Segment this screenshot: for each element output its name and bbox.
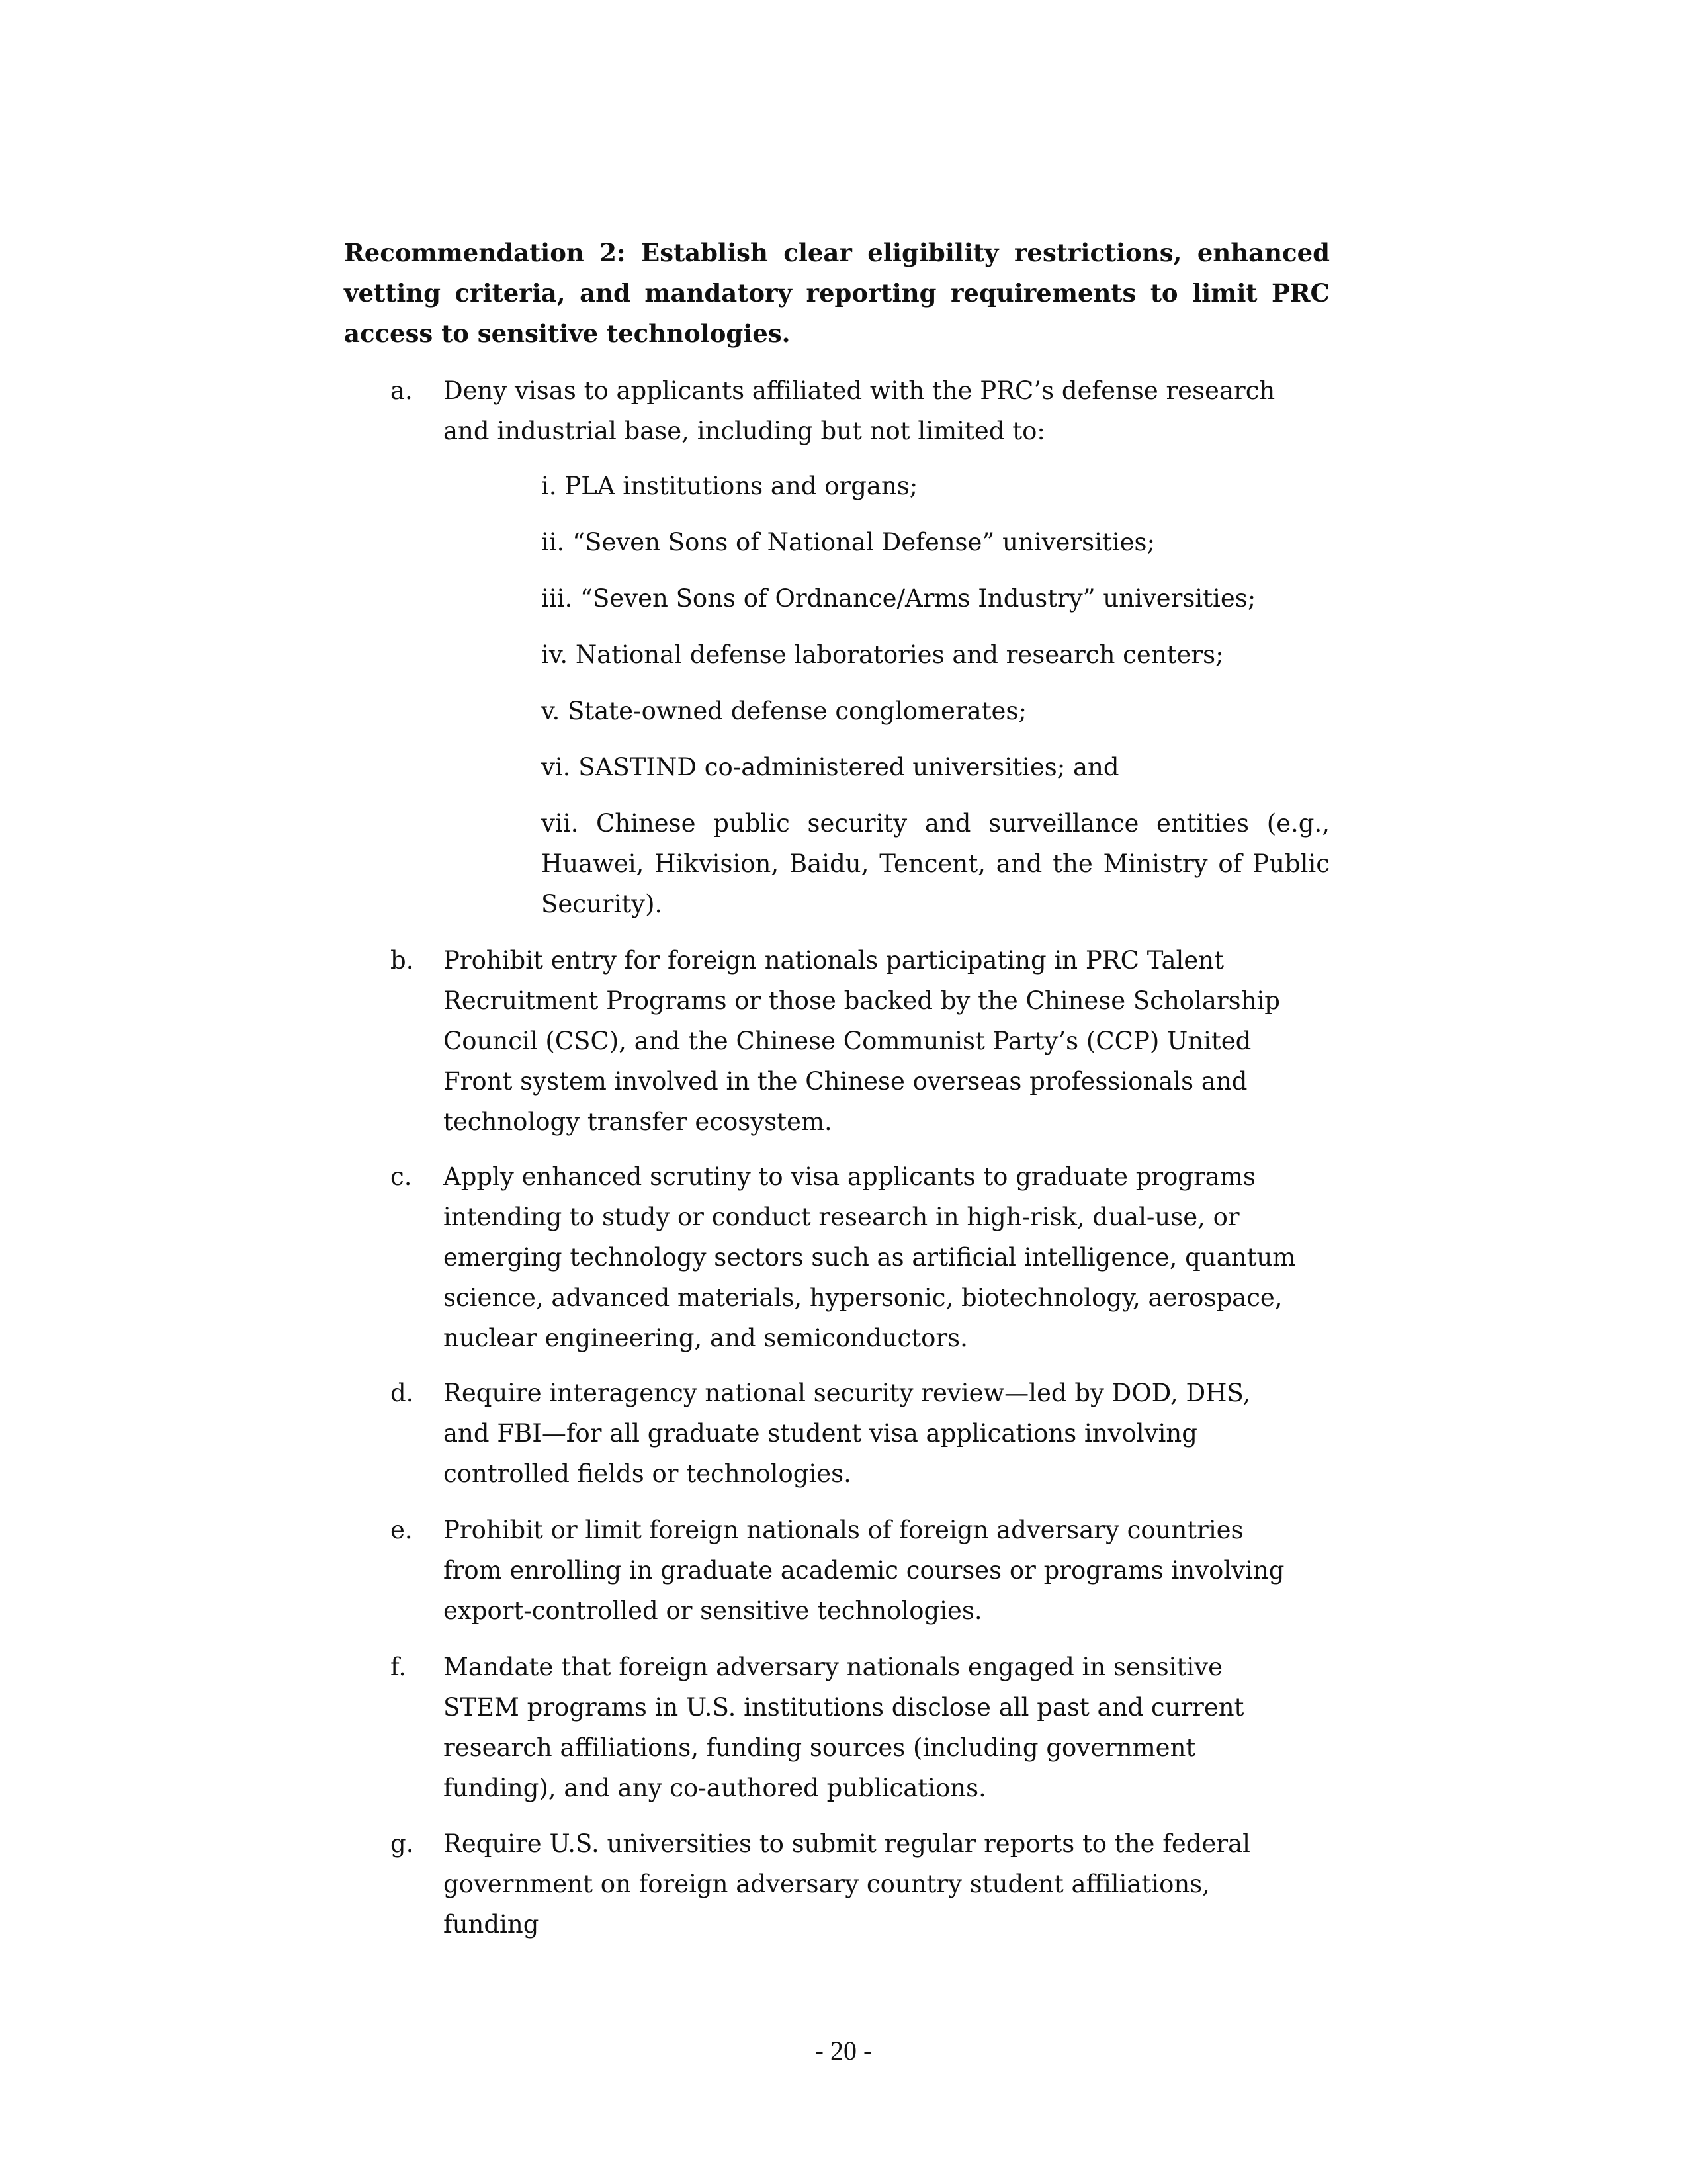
sub-item-iv: iv. National defense laboratories and research centers;	[541, 640, 1224, 669]
sub-item-v: v. State-owned defense conglomerates;	[541, 697, 1027, 725]
sub-item-ii: ii. “Seven Sons of National Defense” universities;	[541, 528, 1155, 556]
list-marker: g.	[390, 1829, 414, 1858]
list-item-text: Prohibit or limit foreign nationals of foreign adversary countries from enrolling in graduate academic courses or programs involving export-controlled or sensitive technologies.	[443, 1516, 1285, 1625]
list-marker: f.	[390, 1653, 407, 1681]
list-item-text: Prohibit entry for foreign nationals participating in PRC Talent Recruitment Programs or those backed by the Chinese Scholarship Council (CSC), and the Chinese Communist Party’s (CCP) United Front system involved in the Chinese overseas professionals and technology transfer ecosystem.	[443, 946, 1280, 1136]
sub-item-i: i. PLA institutions and organs;	[541, 472, 918, 500]
list-marker: d.	[390, 1379, 414, 1407]
list-item-text: Apply enhanced scrutiny to visa applicants to graduate programs intending to study or conduct research in high-risk, dual-use, or emerging technology sectors such as artificial intelligence, quantum science, advanced materials, hypersonic, biotechnology, aerospace, nuclear engineering, and semiconductors.	[443, 1162, 1296, 1352]
list-item-text: Require interagency national security review—led by DOD, DHS, and FBI—for all graduate student visa applications involving controlled fields or technologies.	[443, 1379, 1251, 1488]
list-item-b	[390, 940, 1330, 1142]
recommendation-heading: Recommendation 2: Establish clear eligibility restrictions, enhanced vetting criteria, and mandatory reporting requirements to limit PRC access to sensitive technologies.	[344, 238, 1330, 348]
sub-item-iii: iii. “Seven Sons of Ordnance/Arms Industry” universities;	[541, 584, 1256, 613]
list-item-c	[390, 1157, 1330, 1358]
list-item-f	[390, 1647, 1330, 1808]
list-item-e	[390, 1510, 1330, 1631]
list-item-text: Mandate that foreign adversary nationals engaged in sensitive STEM programs in U.S. institutions disclose all past and current research affiliations, funding sources (including government funding), and any co-authored publications.	[443, 1653, 1244, 1802]
list-item-d	[390, 1373, 1330, 1494]
list-marker: a.	[390, 376, 413, 405]
sub-item-vi: vi. SASTIND co-administered universities; and	[541, 753, 1119, 781]
sub-item-vii: vii. Chinese public security and surveillance entities (e.g., Huawei, Hikvision, Baidu, Tencent, and the Ministry of Public Security).	[541, 809, 1330, 918]
list-item-a	[390, 371, 1330, 451]
list-item-text: Deny visas to applicants affiliated with the PRC’s defense research and industrial base, including but not limited to:	[443, 376, 1276, 445]
list-marker: b.	[390, 946, 414, 975]
list-marker: c.	[390, 1162, 412, 1191]
list-item-text: Require U.S. universities to submit regular reports to the federal government on foreign adversary country student affiliations, funding	[443, 1829, 1250, 1939]
list-item-g	[390, 1823, 1330, 1944]
list-marker: e.	[390, 1516, 413, 1544]
page-number: - 20 -	[814, 2036, 873, 2066]
